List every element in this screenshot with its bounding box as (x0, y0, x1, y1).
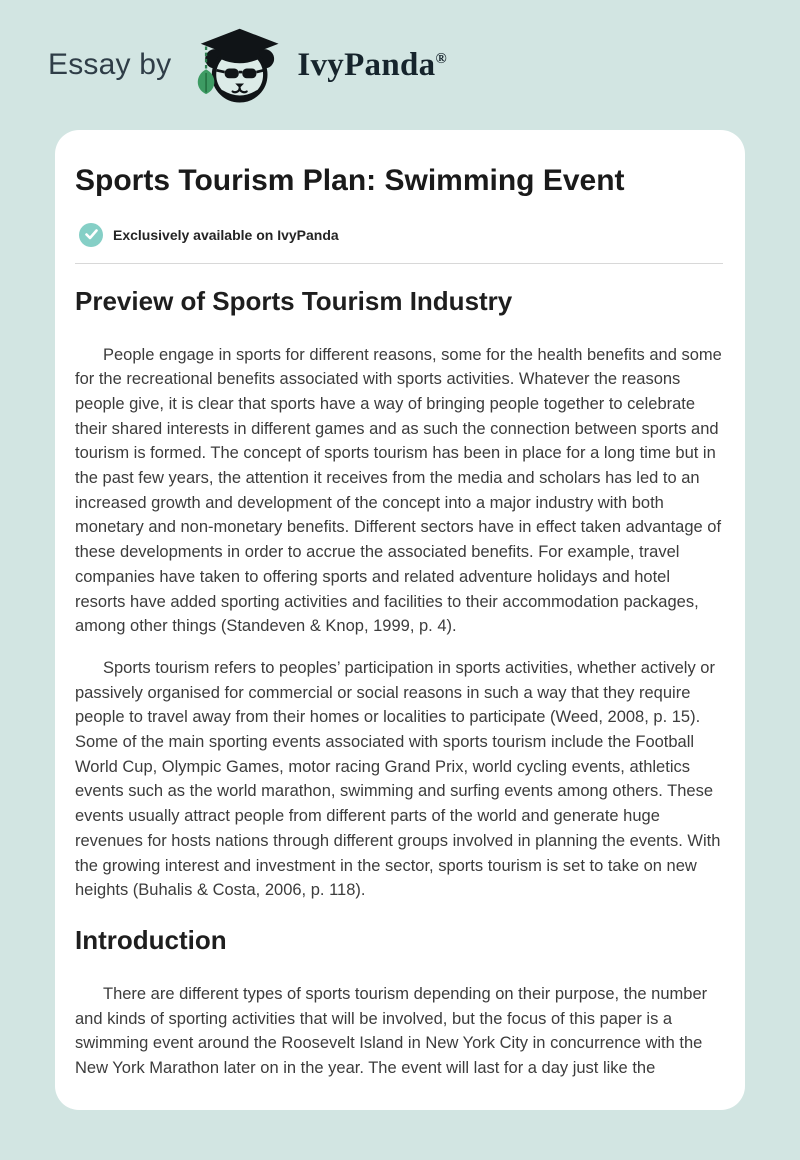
essay-card (55, 130, 745, 1110)
availability-badge (79, 223, 723, 247)
section-heading-preview: Preview of Sports Tourism Industry (75, 285, 513, 316)
paragraph: There are different types of sports tourism depending on their purpose, the number and kinds of sporting activities that will be involved, but the focus of this paper is a swimming event around the Roosevelt Island in New York City in concurrence with the New York Marathon later on in the year. The event will last for a day just like the (75, 984, 708, 1078)
brand-name: IvyPanda® (297, 46, 447, 83)
registered-trademark: ® (435, 50, 447, 67)
ivypanda-panda-logo-icon (191, 27, 283, 103)
page-header (0, 0, 800, 104)
check-icon (79, 223, 103, 247)
divider (75, 263, 723, 264)
paragraph: Sports tourism refers to peoples’ participation in sports activities, whether actively or passively organised for commercial or social reasons in such a way that they require people to travel away from their homes or localities to participate (Weed, 2008, p. 15). Some of the main sporting events associated with sports tourism include the Football World Cup, Olympic Games, motor racing Grand Prix, world cycling events, athletics events such as the world marathon, swimming and surfing events among others. These events usually attract people from different parts of the world and generate huge revenues for hosts nations through different groups involved in planning the events. With the growing interest and investment in the sector, sports tourism is set to take on new heights (Buhalis & Costa, 2006, p. 118). (75, 658, 721, 900)
paragraph: People engage in sports for different reasons, some for the health benefits and some for the recreational benefits associated with sports activities. Whatever the reasons people give, it is clear that sports have a way of bringing people together to celebrate their shared interests in different games and as such the connection between sports and tourism is formed. The concept of sports tourism has been in place for a long time but in the past few years, the attention it receives from the media and scholars has led to an increased growth and development of the concept into a major industry with both monetary and non-monetary benefits. Different sectors have in effect taken advantage of these developments in order to accrue the associated benefits. For example, travel companies have taken to offering sports and related adventure holidays and hotel resorts have added sporting activities and facilities to their accommodation packages, among other things (Standeven & Knop, 1999, p. 4). (75, 345, 722, 636)
essay-by-label: Essay by (48, 48, 172, 81)
essay-title: Sports Tourism Plan: Swimming Event (75, 164, 625, 197)
availability-badge-label: Exclusively available on IvyPanda (113, 226, 339, 243)
section-heading-introduction: Introduction (75, 924, 227, 955)
